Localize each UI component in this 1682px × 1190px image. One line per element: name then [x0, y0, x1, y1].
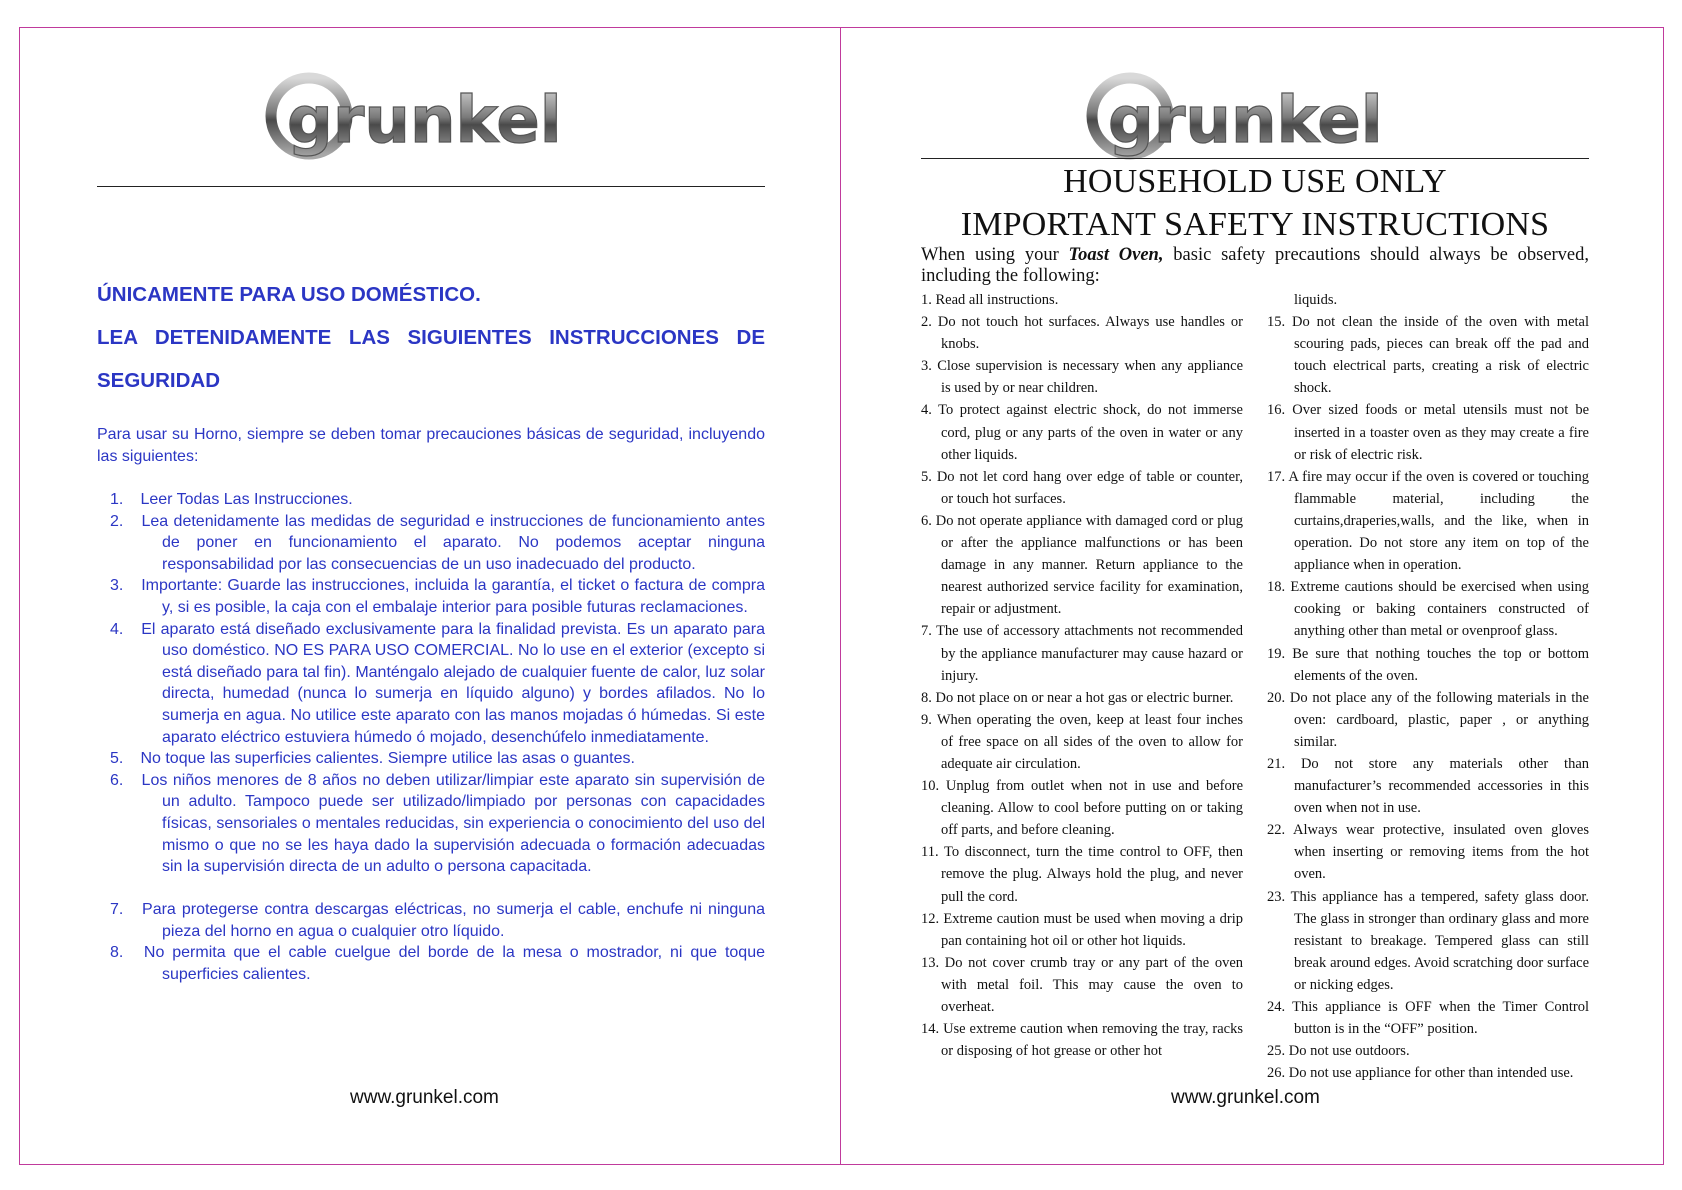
list-item: 15. Do not clean the inside of the oven with metal scouring pads, pieces can break off the pad and touch electrical parts, creating a risk of electric shock.	[1267, 314, 1589, 397]
spanish-heading	[97, 273, 765, 402]
footer-url-left[interactable]: www.grunkel.com	[350, 1087, 499, 1108]
logo-text-right: grunkel	[1108, 84, 1383, 158]
list-item-continuation: liquids.	[1294, 292, 1338, 308]
list-item: 22. Always wear protective, insulated oven gloves when inserting or removing items from the hot oven.	[1267, 822, 1589, 883]
list-item: 5. Do not let cord hang over edge of table or counter, or touch hot surfaces.	[921, 468, 1243, 507]
list-item: 3. Close supervision is necessary when any appliance is used by or near children.	[921, 358, 1244, 397]
list-item: 16. Over sized foods or metal utensils must not be inserted in a toaster oven as they may create a fire or risk of electric risk.	[1267, 402, 1590, 463]
list-item: 23. This appliance has a tempered, safety glass door. The glass in stronger than ordinary glass and more resistant to breakage. Tempered glass can still break around edges. Avoid scratching door surface or nicking edges.	[1267, 888, 1589, 993]
logo-text-left: grunkel	[287, 84, 562, 158]
spanish-heading-line1: ÚNICAMENTE PARA USO DOMÉSTICO.	[97, 283, 481, 306]
list-item: 14. Use extreme caution when removing the tray, racks or disposing of hot grease or other hot	[921, 1021, 1244, 1060]
list-item: 6. Do not operate appliance with damaged cord or plug or after the appliance malfunctions or has been damage in any manner. Return appliance to the nearest authorized service facility for examination, repair or adjustment.	[921, 512, 1244, 618]
list-item: 8. No permita que el cable cuelgue del borde de la mesa o mostrador, ni que toque superficies calientes.	[110, 944, 765, 984]
list-item: 25. Do not use outdoors.	[1267, 1043, 1410, 1060]
list-item: 3. Importante: Guarde las instrucciones, incluida la garantía, el ticket o factura de compra y, si es posible, la caja con el embalaje interior para posible futuras reclamaciones.	[110, 577, 765, 616]
list-item: 7. The use of accessory attachments not recommended by the appliance manufacturer may cause hazard or injury.	[921, 623, 1243, 684]
english-instructions-column-left	[921, 289, 1243, 1062]
footer-url-right[interactable]: www.grunkel.com	[1171, 1087, 1320, 1108]
logo-graphic-right	[1086, 70, 1416, 160]
english-title-line2: IMPORTANT SAFETY INSTRUCTIONS	[960, 206, 1550, 243]
page-divider	[840, 27, 841, 1165]
list-item: 4. To protect against electric shock, do not immerse cord, plug or any parts of the oven in water or any other liquids.	[921, 402, 1243, 463]
list-item: 20. Do not place any of the following materials in the oven: cardboard, plastic, paper , or anything similar.	[1267, 689, 1589, 750]
spanish-instructions-list	[110, 489, 766, 986]
english-intro: When using your Toast Oven, basic safety precautions should always be observed, including the following:	[921, 245, 1590, 286]
list-item: 8. Do not place on or near a hot gas or electric burner.	[921, 689, 1234, 706]
header-rule-right	[921, 158, 1589, 159]
spanish-intro: Para usar su Horno, siempre se deben tomar precauciones básicas de seguridad, incluyendo las siguientes:	[97, 426, 765, 465]
english-instructions-column-right	[1267, 289, 1589, 1084]
english-title-line1: HOUSEHOLD USE ONLY	[1063, 163, 1447, 200]
list-item: 6. Los niños menores de 8 años no deben utilizar/limpiar este aparato sin supervisión de un adulto. Tampoco puede ser utilizado/limpiado por personas con capacidades físicas, sensoriales o mentales reducidas, sin experiencia o conocimiento del uso del mismo o que no se les haya dado la supervisión adecuada o formación adecuadas sin la supervisión directa de un adulto o persona capacitada.	[110, 771, 766, 876]
grunkel-logo-left	[265, 70, 595, 160]
list-item: 17. A fire may occur if the oven is covered or touching flammable material, including the curtains,draperies,walls, and the like, when in operation. Do not store any item on top of the appliance when in operation.	[1267, 468, 1590, 574]
list-item: 4. El aparato está diseñado exclusivamente para la finalidad prevista. Es un aparato para uso doméstico. NO ES PARA USO COMERCIAL. No lo use en el exterior (excepto si está diseñado para tal fin). Manténgalo alejado de cualquier fuente de calor, luz solar directa, humedad (nunca lo sumerja en líquido alguno) y bordes afilados. No lo sumerja en agua. No utilice este aparato con las manos mojadas ó húmedas. Si este aparato eléctrico estuviera húmedo ó mojado, desenchúfelo inmediatamente.	[110, 620, 765, 746]
list-item: 9. When operating the oven, keep at least four inches of free space on all sides of the oven to allow for adequate air circulation.	[921, 711, 1243, 772]
list-item: 7. Para protegerse contra descargas eléctricas, no sumerja el cable, enchufe ni ninguna pieza del horno en agua o cualquier otro líquido.	[110, 901, 766, 940]
list-item: 2. Do not touch hot surfaces. Always use handles or knobs.	[921, 314, 1243, 353]
list-item: 24. This appliance is OFF when the Timer Control button is in the “OFF” position.	[1267, 999, 1589, 1038]
grunkel-logo-right	[1086, 70, 1416, 160]
list-item: 1. Leer Todas Las Instrucciones.	[110, 491, 353, 508]
list-item: 12. Extreme caution must be used when moving a drip pan containing hot oil or other hot liquids.	[921, 910, 1243, 949]
list-item: 18. Extreme cautions should be exercised when using cooking or baking containers constructed of anything other than metal or ovenproof glass.	[1267, 579, 1589, 640]
list-item: 26. Do not use appliance for other than intended use.	[1267, 1065, 1574, 1082]
list-item: 5. No toque las superficies calientes. Siempre utilice las asas o guantes.	[110, 750, 635, 768]
list-item: 1. Read all instructions.	[921, 292, 1059, 308]
list-item: 10. Unplug from outlet when not in use and before cleaning. Allow to cool before putting on or taking off parts, and before cleaning.	[921, 778, 1244, 839]
list-item: 11. To disconnect, turn the time control to OFF, then remove the plug. Always hold the plug, and never pull the cord.	[921, 844, 1243, 905]
spanish-heading-line3: SEGURIDAD	[97, 369, 221, 392]
logo-graphic-left	[265, 70, 595, 160]
list-item: 2. Lea detenidamente las medidas de seguridad e instrucciones de funcionamiento antes de poner en funcionamiento el aparato. No podemos aceptar ninguna responsabilidad por las consecuencias de un uso inadecuado del producto.	[110, 512, 766, 573]
list-item: 21. Do not store any materials other than manufacturer’s recommended accessories in this oven when not in use.	[1267, 755, 1590, 817]
list-item: 13. Do not cover crumb tray or any part of the oven with metal foil. This may cause the oven to overheat.	[921, 954, 1244, 1015]
header-rule-left	[97, 186, 765, 187]
spanish-heading-line2: LEA DETENIDAMENTE LAS SIGUIENTES INSTRUCCIONES DE	[97, 326, 765, 349]
list-item: 19. Be sure that nothing touches the top or bottom elements of the oven.	[1267, 645, 1590, 684]
